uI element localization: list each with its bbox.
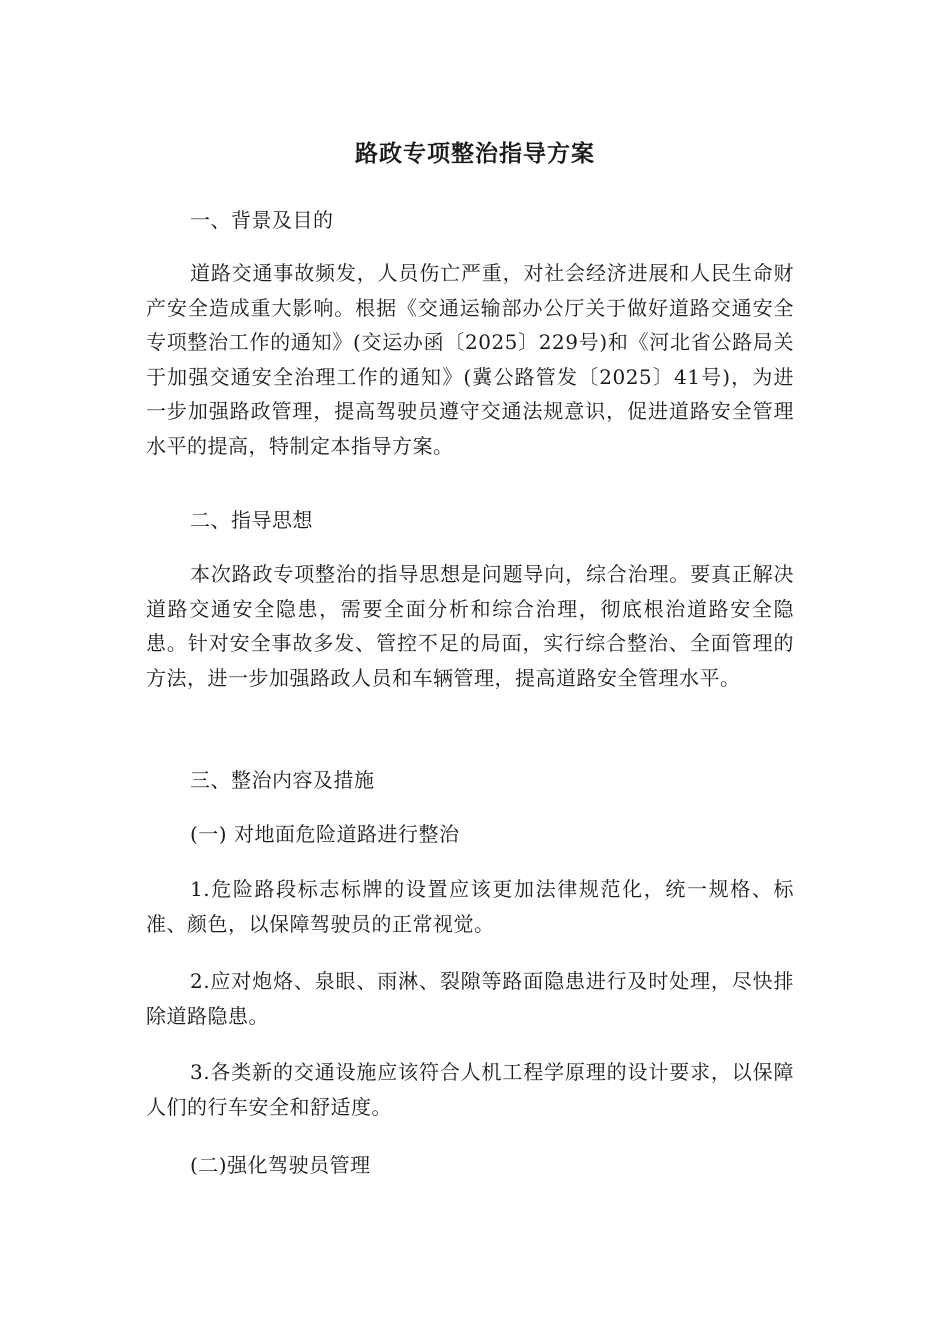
- paragraph-guiding-idea: 本次路政专项整治的指导思想是问题导向，综合治理。要真正解决道路交通安全隐患，需要全面分析和综合治理，彻底根治道路安全隐患。针对安全事故多发、管控不足的局面，实行综合整治、全面管理的方法，进一步加强路政人员和车辆管理，提高道路安全管理水平。: [146, 562, 794, 690]
- section-heading-background: 一、背景及目的: [190, 208, 334, 232]
- list-item-3: 3.各类新的交通设施应该符合人机工程学原理的设计要求，以保障人们的行车安全和舒适度。: [146, 1060, 794, 1119]
- list-item-1: 1.危险路段标志标牌的设置应该更加法律规范化，统一规格、标准、颜色，以保障驾驶员的正常视觉。: [146, 877, 794, 936]
- section-heading-guiding-idea: 二、指导思想: [190, 508, 313, 532]
- subsection-heading-dangerous-roads: (一) 对地面危险道路进行整治: [190, 822, 460, 846]
- page-title: 路政专项整治指导方案: [355, 141, 595, 167]
- section-heading-measures: 三、整治内容及措施: [190, 768, 375, 792]
- subsection-heading-driver-management: (二)强化驾驶员管理: [190, 1153, 371, 1177]
- paragraph-background: 道路交通事故频发，人员伤亡严重，对社会经济进展和人民生命财产安全造成重大影响。根据《交通运输部办公厅关于做好道路交通安全专项整治工作的通知》(交运办函〔2025〕229号)和《河北省公路局关于加强交通安全治理工作的通知》(冀公路管发〔2025〕41号)，为进一步加强路政管理，提高驾驶员遵守交通法规意识，促进道路安全管理水平的提高，特制定本指导方案。: [146, 261, 794, 458]
- list-item-2: 2.应对炮烙、泉眼、雨淋、裂隙等路面隐患进行及时处理，尽快排除道路隐患。: [146, 969, 794, 1028]
